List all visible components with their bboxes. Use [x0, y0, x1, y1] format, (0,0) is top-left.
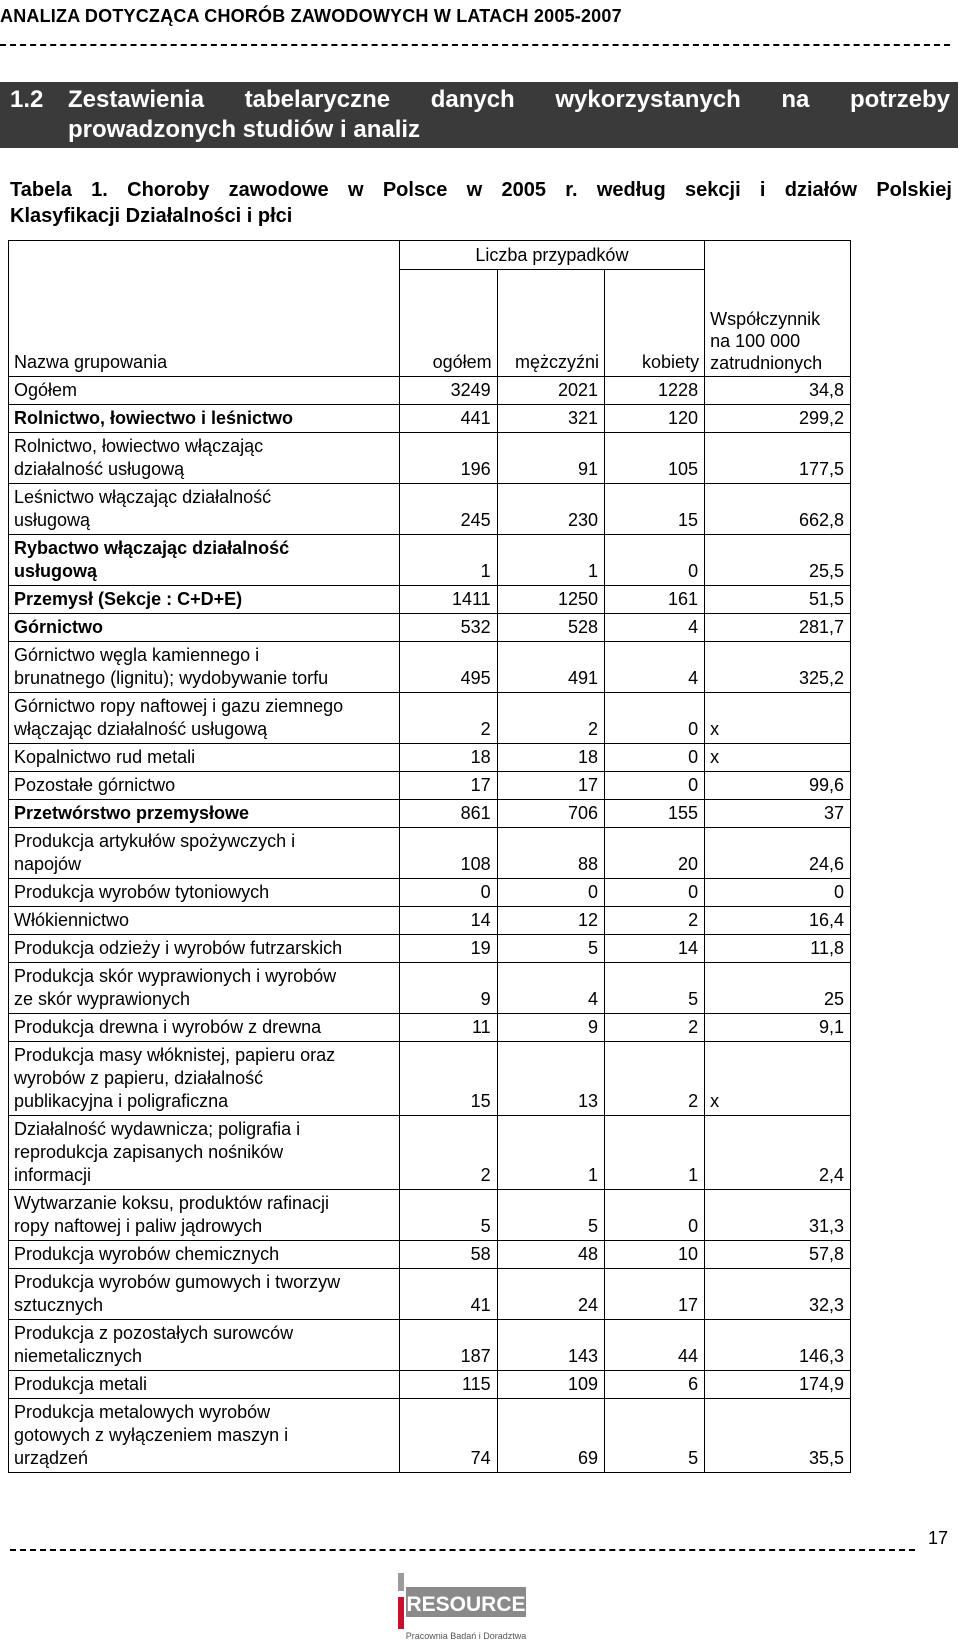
- table-row: [9, 1371, 851, 1399]
- row-women-cell: 2: [605, 1042, 705, 1116]
- caption-word: i: [759, 179, 766, 201]
- row-name-line: Produkcja metali: [14, 1374, 148, 1394]
- row-rate-cell: 24,6: [705, 828, 851, 879]
- row-total-cell: 41: [399, 1269, 497, 1320]
- row-name-cell: [9, 907, 400, 935]
- row-name-cell: [9, 1399, 400, 1473]
- row-name-line: reprodukcja zapisanych nośników: [14, 1142, 284, 1162]
- row-women-cell: 1: [605, 1116, 705, 1190]
- row-women-cell: 17: [605, 1269, 705, 1320]
- table-row: [9, 1399, 851, 1473]
- section-number: 1.2: [10, 86, 44, 113]
- row-men-cell: 1: [497, 1116, 604, 1190]
- row-men-cell: 69: [497, 1399, 604, 1473]
- row-name-line: Produkcja metalowych wyrobów: [14, 1402, 271, 1422]
- row-men-cell: 88: [497, 828, 604, 879]
- row-total-cell: 15: [399, 1042, 497, 1116]
- caption-word: r.: [565, 179, 578, 201]
- row-total-cell: 17: [399, 772, 497, 800]
- footer-rule: [10, 1549, 915, 1551]
- row-rate-cell: 146,3: [705, 1320, 851, 1371]
- row-rate-cell: 11,8: [705, 935, 851, 963]
- table-row: [9, 879, 851, 907]
- section-title-word: wykorzystanych: [555, 86, 741, 113]
- row-total-cell: 1411: [399, 586, 497, 614]
- row-men-cell: 17: [497, 772, 604, 800]
- row-name-line: brunatnego (lignitu); wydobywanie torfu: [14, 668, 329, 688]
- section-title-word: tabelaryczne: [244, 86, 391, 113]
- row-name-line: Produkcja masy włóknistej, papieru oraz: [14, 1045, 336, 1065]
- table-row: [9, 1269, 851, 1320]
- section-title-word: Zestawienia: [68, 86, 205, 113]
- row-name-line: Produkcja odzieży i wyrobów futrzarskich: [14, 938, 343, 958]
- caption-word: według: [596, 179, 666, 201]
- header-row-group: [9, 241, 851, 270]
- row-rate-cell: 34,8: [705, 377, 851, 405]
- row-total-cell: 74: [399, 1399, 497, 1473]
- row-total-cell: 196: [399, 433, 497, 484]
- row-name-cell: [9, 935, 400, 963]
- row-men-cell: 1250: [497, 586, 604, 614]
- table-row: [9, 1241, 851, 1269]
- row-rate-cell: 37: [705, 800, 851, 828]
- header-cell-name: [9, 241, 400, 377]
- table-row: [9, 433, 851, 484]
- row-name-line: wyrobów z papieru, działalność: [14, 1068, 264, 1088]
- table-row: [9, 586, 851, 614]
- table-row: [9, 935, 851, 963]
- table-caption-line-1: [10, 177, 952, 203]
- row-total-cell: 245: [399, 484, 497, 535]
- row-women-cell: 161: [605, 586, 705, 614]
- table-row: [9, 1320, 851, 1371]
- row-total-cell: 58: [399, 1241, 497, 1269]
- row-rate-cell: 57,8: [705, 1241, 851, 1269]
- header-group-label: Liczba przypadków: [475, 244, 629, 265]
- row-name-line: Ogółem: [14, 380, 78, 400]
- row-name-line: Kopalnictwo rud metali: [14, 747, 196, 767]
- header-cell-total: [399, 270, 497, 377]
- row-total-cell: 3249: [399, 377, 497, 405]
- row-name-line: usługową: [14, 510, 91, 530]
- caption-word: Polskiej: [876, 179, 952, 201]
- row-name-cell: [9, 1116, 400, 1190]
- row-name-cell: [9, 1371, 400, 1399]
- row-women-cell: 0: [605, 879, 705, 907]
- row-men-cell: 9: [497, 1014, 604, 1042]
- page-header-title: ANALIZA DOTYCZĄCA CHORÓB ZAWODOWYCH W LATACH 2005-2007: [0, 6, 622, 26]
- section-title-word: potrzeby: [849, 86, 950, 113]
- table-row: [9, 772, 851, 800]
- row-total-cell: 108: [399, 828, 497, 879]
- row-name-line: Pozostałe górnictwo: [14, 775, 176, 795]
- resource-logo: [398, 1573, 528, 1643]
- row-women-cell: 14: [605, 935, 705, 963]
- header-rule: [0, 44, 950, 46]
- row-men-cell: 109: [497, 1371, 604, 1399]
- row-men-cell: 91: [497, 433, 604, 484]
- caption-word: zawodowe: [228, 179, 329, 201]
- header-total-label: ogółem: [432, 352, 492, 372]
- row-name-cell: [9, 744, 400, 772]
- row-name-cell: [9, 1042, 400, 1116]
- row-name-line: Produkcja artykułów spożywczych i: [14, 831, 296, 851]
- row-name-cell: [9, 1320, 400, 1371]
- row-men-cell: 13: [497, 1042, 604, 1116]
- row-total-cell: 14: [399, 907, 497, 935]
- row-men-cell: 230: [497, 484, 604, 535]
- header-rate-label-line: zatrudnionych: [710, 353, 823, 373]
- row-men-cell: 24: [497, 1269, 604, 1320]
- table-row: [9, 1042, 851, 1116]
- row-name-line: Działalność wydawnicza; poligrafia i: [14, 1119, 301, 1139]
- row-men-cell: 143: [497, 1320, 604, 1371]
- row-women-cell: 44: [605, 1320, 705, 1371]
- row-rate-cell: 662,8: [705, 484, 851, 535]
- row-men-cell: 4: [497, 963, 604, 1014]
- header-rate-label-line: Współczynnik: [710, 309, 821, 329]
- row-men-cell: 0: [497, 879, 604, 907]
- table-row: [9, 535, 851, 586]
- table-row: [9, 693, 851, 744]
- row-rate-cell: 32,3: [705, 1269, 851, 1320]
- row-women-cell: 0: [605, 1190, 705, 1241]
- row-name-line: informacji: [14, 1165, 92, 1185]
- row-total-cell: 861: [399, 800, 497, 828]
- caption-word: 1.: [91, 179, 108, 201]
- row-women-cell: 0: [605, 744, 705, 772]
- caption-word: Polsce: [382, 179, 448, 201]
- row-name-cell: [9, 614, 400, 642]
- row-name-cell: [9, 586, 400, 614]
- header-name-label: Nazwa grupowania: [14, 352, 168, 372]
- row-name-line: ropy naftowej i paliw jądrowych: [14, 1216, 263, 1236]
- row-name-line: Produkcja drewna i wyrobów z drewna: [14, 1017, 322, 1037]
- row-name-line: Produkcja wyrobów tytoniowych: [14, 882, 270, 902]
- table-row: [9, 907, 851, 935]
- row-total-cell: 2: [399, 1116, 497, 1190]
- row-name-line: Produkcja wyrobów gumowych i tworzyw: [14, 1272, 341, 1292]
- header-cell-men: [497, 270, 604, 377]
- row-women-cell: 4: [605, 642, 705, 693]
- header-cell-rate: [705, 241, 851, 377]
- row-rate-cell: 325,2: [705, 642, 851, 693]
- caption-word: Choroby: [127, 179, 210, 201]
- header-men-label: mężczyźni: [515, 352, 600, 372]
- row-women-cell: 2: [605, 907, 705, 935]
- section-title-line-1: [68, 86, 950, 114]
- table-row: [9, 800, 851, 828]
- row-rate-cell: 177,5: [705, 433, 851, 484]
- table-row: [9, 484, 851, 535]
- row-total-cell: 0: [399, 879, 497, 907]
- occupational-diseases-table: [8, 240, 851, 1473]
- row-women-cell: 1228: [605, 377, 705, 405]
- table-row: [9, 405, 851, 433]
- logo-subtitle: Pracownia Badań i Doradztwa: [405, 1631, 527, 1641]
- row-name-cell: [9, 642, 400, 693]
- row-name-line: Produkcja z pozostałych surowców: [14, 1323, 294, 1343]
- row-women-cell: 0: [605, 693, 705, 744]
- row-women-cell: 0: [605, 772, 705, 800]
- row-total-cell: 441: [399, 405, 497, 433]
- row-total-cell: 18: [399, 744, 497, 772]
- row-name-line: Przemysł (Sekcje : C+D+E): [14, 589, 243, 609]
- row-name-line: Produkcja wyrobów chemicznych: [14, 1244, 280, 1264]
- row-name-cell: [9, 484, 400, 535]
- row-rate-cell: 174,9: [705, 1371, 851, 1399]
- row-name-line: Rolnictwo, łowiectwo i leśnictwo: [14, 408, 294, 428]
- row-women-cell: 5: [605, 963, 705, 1014]
- row-name-line: Górnictwo węgla kamiennego i: [14, 645, 260, 665]
- row-rate-cell: 31,3: [705, 1190, 851, 1241]
- caption-word: w: [347, 179, 364, 201]
- row-name-cell: [9, 535, 400, 586]
- row-name-line: gotowych z wyłączeniem maszyn i: [14, 1425, 289, 1445]
- row-name-line: Produkcja skór wyprawionych i wyrobów: [14, 966, 337, 986]
- caption-word: działów: [784, 179, 858, 201]
- table-row: [9, 614, 851, 642]
- row-name-cell: [9, 879, 400, 907]
- row-name-line: napojów: [14, 854, 82, 874]
- table-row: [9, 963, 851, 1014]
- row-men-cell: 5: [497, 935, 604, 963]
- row-total-cell: 1: [399, 535, 497, 586]
- row-total-cell: 532: [399, 614, 497, 642]
- row-name-cell: [9, 1014, 400, 1042]
- row-name-line: włączając działalność usługową: [14, 719, 268, 739]
- table-row: [9, 642, 851, 693]
- row-men-cell: 491: [497, 642, 604, 693]
- row-name-cell: [9, 800, 400, 828]
- caption-word: w: [466, 179, 483, 201]
- row-rate-cell: 25: [705, 963, 851, 1014]
- row-rate-cell: x: [705, 1042, 851, 1116]
- row-women-cell: 120: [605, 405, 705, 433]
- row-total-cell: 9: [399, 963, 497, 1014]
- table-row: [9, 1014, 851, 1042]
- row-men-cell: 2021: [497, 377, 604, 405]
- row-rate-cell: 281,7: [705, 614, 851, 642]
- section-title-word: danych: [430, 86, 515, 113]
- table-row: [9, 1116, 851, 1190]
- row-name-line: Górnictwo ropy naftowej i gazu ziemnego: [14, 696, 344, 716]
- row-name-line: urządzeń: [14, 1448, 89, 1468]
- row-rate-cell: 2,4: [705, 1116, 851, 1190]
- row-total-cell: 19: [399, 935, 497, 963]
- row-name-cell: [9, 1190, 400, 1241]
- table-row: [9, 1190, 851, 1241]
- row-rate-cell: 51,5: [705, 586, 851, 614]
- row-name-line: Górnictwo: [14, 617, 103, 637]
- row-name-line: usługową: [14, 561, 98, 581]
- row-rate-cell: x: [705, 744, 851, 772]
- row-name-line: niemetalicznych: [14, 1346, 143, 1366]
- row-rate-cell: 99,6: [705, 772, 851, 800]
- table-row: [9, 744, 851, 772]
- header-rate-label-line: na 100 000: [710, 331, 801, 351]
- row-rate-cell: 35,5: [705, 1399, 851, 1473]
- header-women-label: kobiety: [642, 352, 700, 372]
- row-name-cell: [9, 693, 400, 744]
- caption-word: sekcji: [685, 179, 741, 201]
- row-women-cell: 105: [605, 433, 705, 484]
- row-men-cell: 18: [497, 744, 604, 772]
- row-women-cell: 155: [605, 800, 705, 828]
- row-women-cell: 20: [605, 828, 705, 879]
- table-row: [9, 377, 851, 405]
- row-name-line: Rybactwo włączając działalność: [14, 538, 290, 558]
- row-name-cell: [9, 963, 400, 1014]
- row-women-cell: 2: [605, 1014, 705, 1042]
- row-name-cell: [9, 772, 400, 800]
- row-total-cell: 5: [399, 1190, 497, 1241]
- row-rate-cell: 9,1: [705, 1014, 851, 1042]
- row-name-line: Rolnictwo, łowiectwo włączając: [14, 436, 264, 456]
- row-rate-cell: 16,4: [705, 907, 851, 935]
- section-title-word: na: [781, 86, 810, 113]
- logo-text: RESOURCE: [406, 1593, 526, 1616]
- row-name-line: publikacyjna i poligraficzna: [14, 1091, 229, 1111]
- row-total-cell: 11: [399, 1014, 497, 1042]
- row-women-cell: 0: [605, 535, 705, 586]
- row-name-line: sztucznych: [14, 1295, 104, 1315]
- row-name-cell: [9, 377, 400, 405]
- table-caption-line-2: Klasyfikacji Działalności i płci: [10, 205, 293, 227]
- row-name-line: Wytwarzanie koksu, produktów rafinacji: [14, 1193, 329, 1213]
- row-name-cell: [9, 433, 400, 484]
- row-men-cell: 528: [497, 614, 604, 642]
- caption-word: 2005: [501, 179, 546, 201]
- row-women-cell: 6: [605, 1371, 705, 1399]
- row-name-line: Przetwórstwo przemysłowe: [14, 803, 250, 823]
- table-caption: [10, 177, 952, 229]
- row-total-cell: 187: [399, 1320, 497, 1371]
- row-men-cell: 2: [497, 693, 604, 744]
- row-total-cell: 495: [399, 642, 497, 693]
- row-men-cell: 1: [497, 535, 604, 586]
- row-men-cell: 12: [497, 907, 604, 935]
- row-women-cell: 15: [605, 484, 705, 535]
- row-total-cell: 115: [399, 1371, 497, 1399]
- row-men-cell: 48: [497, 1241, 604, 1269]
- row-total-cell: 2: [399, 693, 497, 744]
- row-men-cell: 706: [497, 800, 604, 828]
- row-men-cell: 5: [497, 1190, 604, 1241]
- row-women-cell: 4: [605, 614, 705, 642]
- section-banner: [0, 82, 958, 148]
- row-name-line: Włókiennictwo: [14, 910, 130, 930]
- header-cell-women: [605, 270, 705, 377]
- header-cell-group: [399, 241, 704, 270]
- row-men-cell: 321: [497, 405, 604, 433]
- row-name-cell: [9, 405, 400, 433]
- row-name-line: Leśnictwo włączając działalność: [14, 487, 272, 507]
- row-rate-cell: 299,2: [705, 405, 851, 433]
- section-title-line-2: prowadzonych studiów i analiz: [68, 116, 421, 143]
- row-rate-cell: x: [705, 693, 851, 744]
- row-women-cell: 10: [605, 1241, 705, 1269]
- row-rate-cell: 25,5: [705, 535, 851, 586]
- row-rate-cell: 0: [705, 879, 851, 907]
- table-row: [9, 828, 851, 879]
- row-name-cell: [9, 1269, 400, 1320]
- caption-word: Tabela: [10, 179, 72, 201]
- row-name-cell: [9, 828, 400, 879]
- row-name-line: działalność usługową: [14, 459, 185, 479]
- row-name-line: ze skór wyprawionych: [14, 989, 191, 1009]
- row-women-cell: 5: [605, 1399, 705, 1473]
- row-name-cell: [9, 1241, 400, 1269]
- page-number: 17: [928, 1528, 949, 1548]
